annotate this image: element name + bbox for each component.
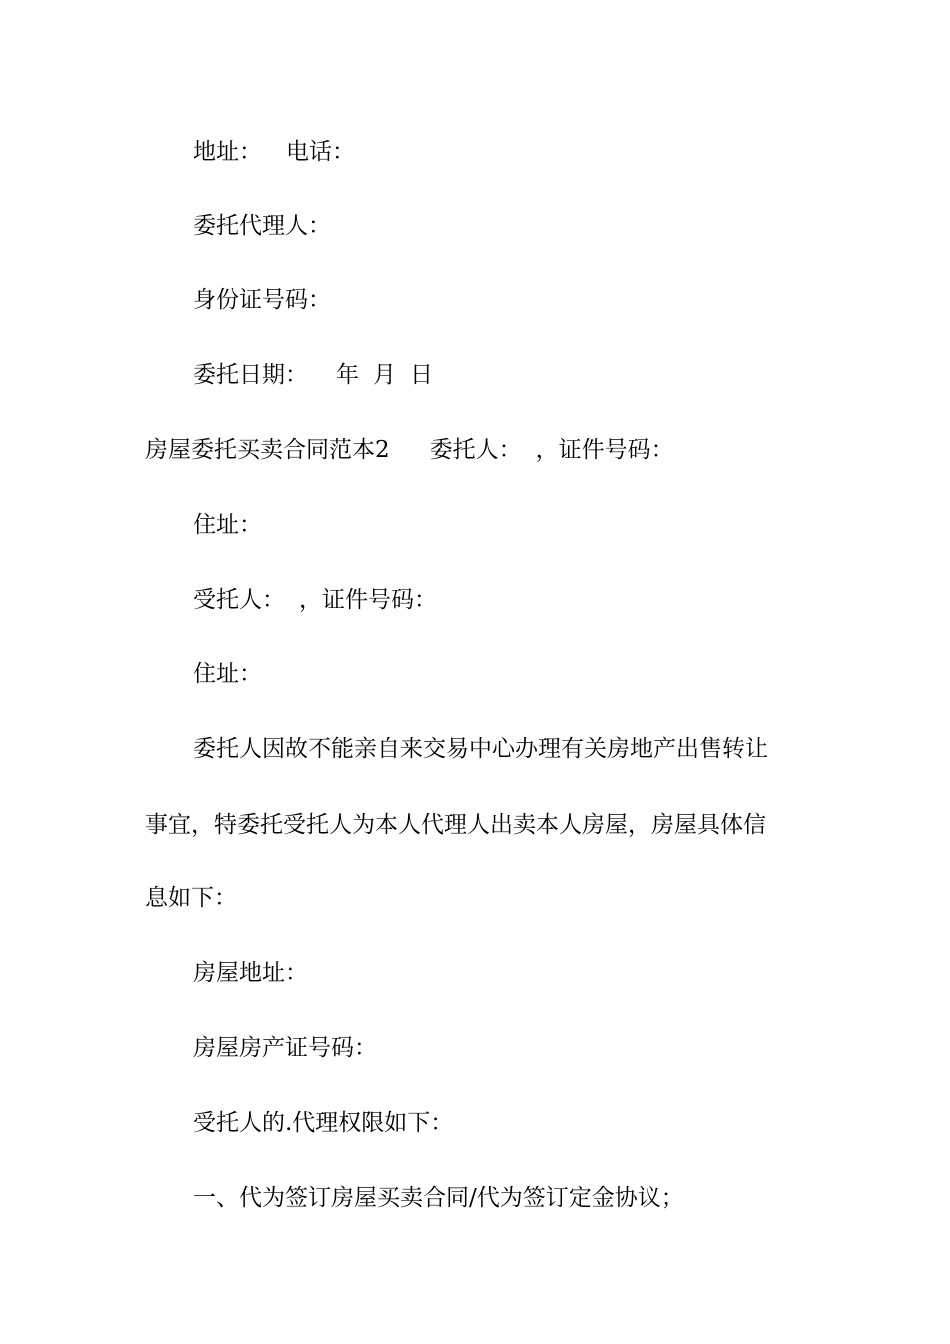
address-phone-line	[193, 132, 810, 172]
paragraph-text-2: 事宜，特委托受托人为本人代理人出卖本人房屋，房屋具体信	[145, 812, 766, 838]
phone-label: 电话：	[286, 139, 355, 165]
house-cert-label: 房屋房产证号码：	[193, 1035, 377, 1061]
trustee-id-label: ，证件号码：	[299, 587, 437, 613]
item-one-line	[193, 1178, 810, 1218]
id-number-line	[193, 280, 810, 320]
paragraph-line-2	[145, 805, 810, 845]
date-year: 年	[336, 362, 359, 388]
house-address-line	[193, 953, 810, 993]
agent-label: 委托代理人：	[193, 213, 331, 239]
date-month: 月	[373, 362, 396, 388]
paragraph-line-1	[193, 729, 810, 769]
agent-line	[193, 206, 810, 246]
principal-id-label: ，证件号码：	[535, 437, 674, 463]
section-title-line	[145, 430, 810, 470]
trustee-address-line	[193, 654, 810, 694]
principal-address-line	[193, 505, 810, 545]
house-cert-line	[193, 1028, 810, 1068]
paragraph-line-3	[145, 878, 810, 918]
paragraph-text-1: 委托人因故不能亲自来交易中心办理有关房地产出售转让	[193, 736, 768, 762]
date-day: 日	[410, 362, 433, 388]
paragraph-text-3: 息如下：	[145, 885, 237, 911]
authority-line	[193, 1103, 810, 1143]
entrust-date-line	[193, 355, 810, 395]
trustee-address-label: 住址：	[193, 661, 262, 687]
item-one-text: 一、代为签订房屋买卖合同/代为签订定金协议；	[193, 1185, 684, 1211]
principal-label: 委托人：	[429, 437, 522, 463]
principal-address-label: 住址：	[193, 512, 262, 538]
authority-label: 受托人的.代理权限如下：	[193, 1110, 454, 1136]
entrust-date-label: 委托日期：	[193, 362, 308, 388]
section-title: 房屋委托买卖合同范本2	[145, 437, 390, 463]
address-label: 地址：	[193, 139, 262, 165]
id-number-label: 身份证号码：	[193, 287, 331, 313]
trustee-label: 受托人：	[193, 587, 285, 613]
trustee-line	[193, 580, 810, 620]
house-address-label: 房屋地址：	[193, 960, 308, 986]
